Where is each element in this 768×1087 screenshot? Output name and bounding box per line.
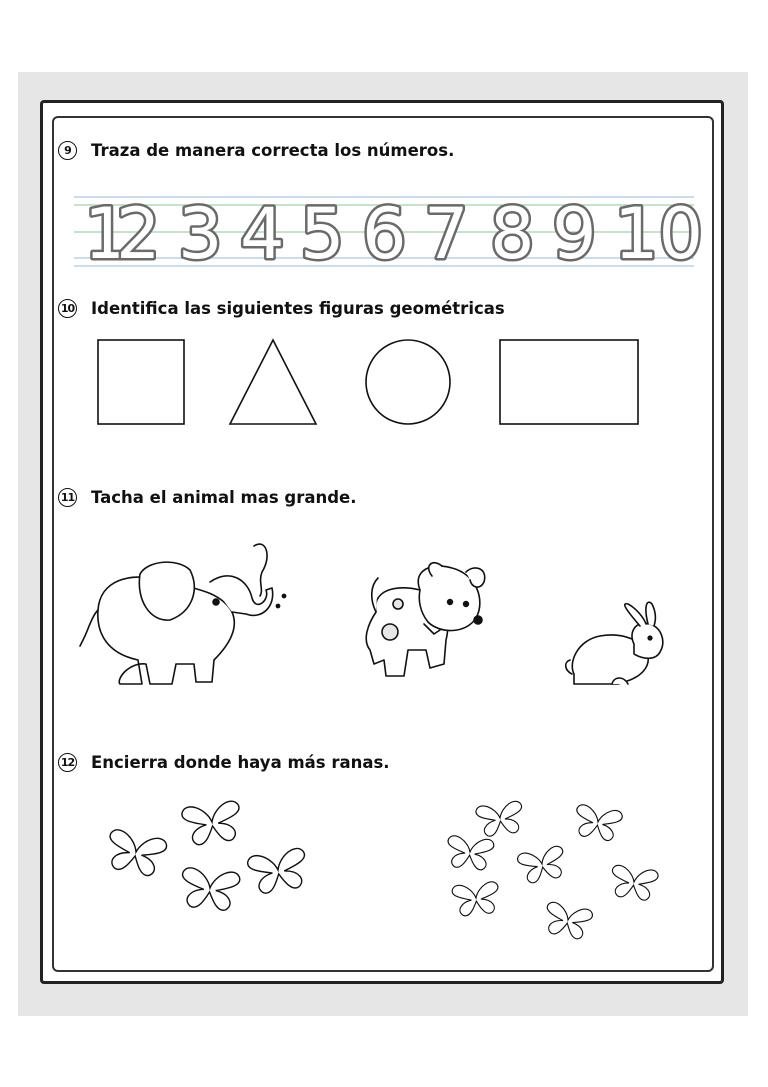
rabbit-drawing	[566, 602, 663, 684]
item-11-text: Tacha el animal mas grande.	[91, 487, 357, 507]
elephant-drawing	[80, 544, 286, 684]
tracing-digit-5: 5	[300, 193, 345, 275]
tracing-strip	[74, 193, 703, 275]
tracing-digit-1: 1	[84, 193, 129, 275]
tracing-digit-7: 7	[424, 193, 469, 275]
tracing-digit-9: 9	[552, 193, 597, 275]
item-10-number: 10	[58, 299, 77, 318]
item-12-text: Encierra donde haya más ranas.	[91, 752, 390, 772]
butterfly-group-left	[104, 800, 310, 912]
puppy-drawing	[366, 563, 484, 676]
item-9-text: Traza de manera correcta los números.	[91, 140, 455, 160]
triangle-shape	[230, 340, 316, 424]
tracing-digit-10: 10	[614, 193, 704, 275]
tracing-digit-8: 8	[490, 193, 535, 275]
tracing-digit-4: 4	[240, 193, 285, 275]
item-10-text: Identifica las siguientes figuras geométricas	[91, 298, 505, 318]
item-12-number: 12	[58, 753, 77, 772]
tracing-digit-2: 2	[116, 193, 161, 275]
tracing-digit-6: 6	[362, 193, 407, 275]
tracing-digit-3: 3	[178, 193, 223, 275]
butterfly-group-right	[445, 800, 658, 941]
square-shape	[98, 340, 184, 424]
rectangle-shape	[500, 340, 638, 424]
item-11-number: 11	[58, 488, 77, 507]
item-9-number: 9	[58, 141, 77, 160]
circle-shape	[366, 340, 450, 424]
